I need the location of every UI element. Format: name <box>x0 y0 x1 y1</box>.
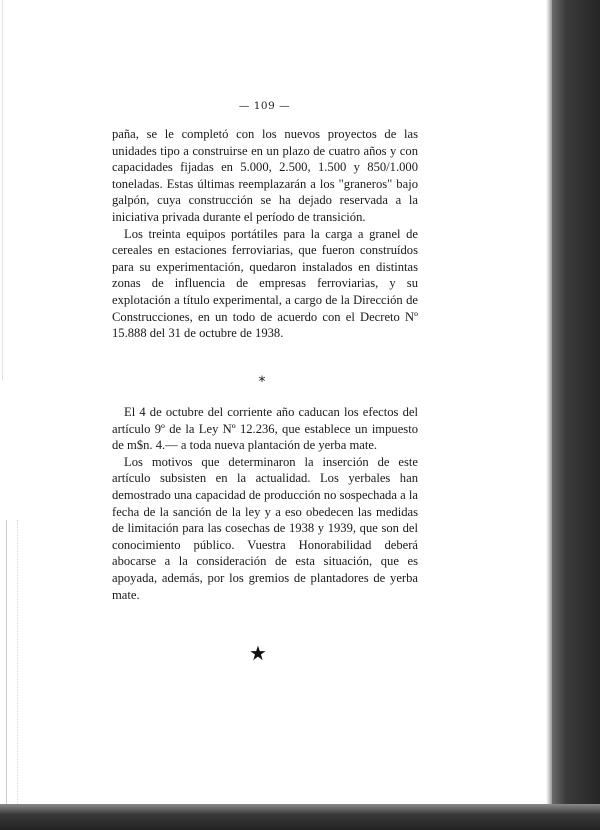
paragraph: Los motivos que determinaron la inserción de este artículo subsisten en la actualidad. Los yerbales han demostrado una capacidad de producción no sospechada a la fecha de la sanción de la ley y a eso obedecen las medidas de limitación para las cosechas de 1938 y 1939, que son del conocimiento público. Vuestra Honorabilidad deberá abocarse a la consideración de esta situación, que es apoyada, además, por los gremios de plantadores de yerba mate. <box>112 454 418 602</box>
end-separator-star-icon: ★ <box>249 641 267 665</box>
text-section-grain-elevators <box>112 126 418 342</box>
scan-shadow-right <box>552 0 600 830</box>
section-separator-asterisk: * <box>258 374 266 390</box>
scan-shadow-bottom <box>0 804 600 830</box>
page-number: — 109 — <box>238 100 291 112</box>
text-section-yerba-mate <box>112 404 418 603</box>
paragraph: El 4 de octubre del corriente año caducan los efectos del artículo 9º de la Ley Nº 12.236, que establece un impuesto de m$n. 4.— a toda nueva plantación de yerba mate. <box>112 405 418 453</box>
scan-binding-edge <box>6 520 18 810</box>
paragraph: Los treinta equipos portátiles para la carga a granel de cereales en estaciones ferroviarias, que fueron construídos para su experimentación, quedaron instalados en distintas zonas de influencia de empresas ferroviarias, y su explotación a título experimental, a cargo de la Dirección de Construcciones, en un todo de acuerdo con el Decreto Nº 15.888 del 31 de octubre de 1938. <box>112 226 418 341</box>
scan-binding-edge-top <box>2 0 7 380</box>
paragraph: paña, se le completó con los nuevos proyectos de las unidades tipo a construirse en un plazo de cuatro años y con capacidades fijadas en 5.000, 2.500, 1.500 y 850/1.000 toneladas. Estas últimas reemplazarán a los "graneros" bajo galpón, cuya construcción se ha dejado reservada a la iniciativa privada durante el período de transición. <box>112 127 418 224</box>
